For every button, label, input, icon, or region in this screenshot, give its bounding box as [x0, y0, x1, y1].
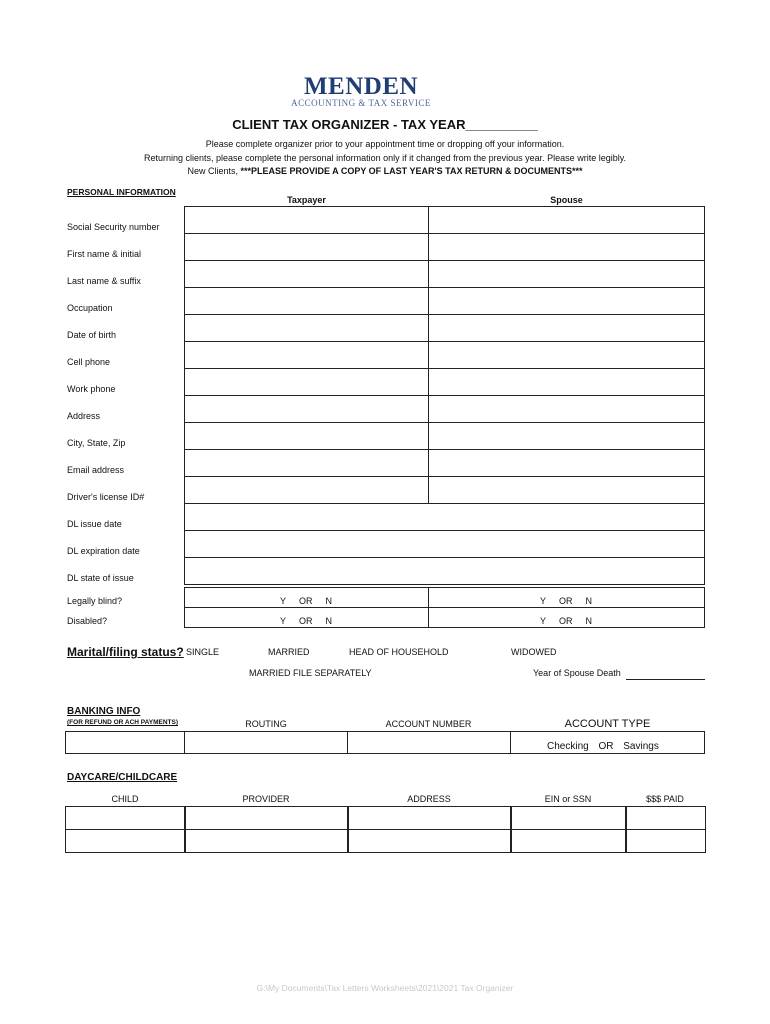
yes-option[interactable]: Y	[540, 616, 547, 626]
or-text: OR	[299, 616, 313, 626]
taxpayer-input[interactable]	[184, 287, 429, 315]
spouse-input[interactable]	[428, 341, 705, 369]
spouse-column-header: Spouse	[550, 195, 583, 205]
yes-no-choice	[540, 616, 592, 626]
yes-option[interactable]: Y	[280, 616, 287, 626]
daycare-cell[interactable]	[65, 829, 186, 853]
intro-line-3-prefix: New Clients,	[187, 166, 241, 176]
yes-no-choice	[280, 596, 332, 606]
field-label: Cell phone	[67, 357, 111, 367]
taxpayer-input[interactable]	[184, 314, 429, 342]
spouse-input[interactable]	[428, 314, 705, 342]
daycare-cell[interactable]	[347, 829, 512, 853]
field-label: Email address	[67, 465, 125, 475]
field-label: Work phone	[67, 384, 116, 394]
yes-no-choice	[280, 616, 332, 626]
field-label: Social Security number	[67, 222, 160, 232]
yes-no-label: Legally blind?	[67, 596, 123, 606]
spouse-death-year-field[interactable]	[626, 679, 705, 680]
taxpayer-input[interactable]	[184, 422, 429, 450]
daycare-cell[interactable]	[510, 806, 627, 830]
daycare-cell[interactable]	[347, 806, 512, 830]
field-label: Driver's license ID#	[67, 492, 145, 502]
field-label: Date of birth	[67, 330, 117, 340]
file-path-footer: G:\My Documents\Tax Letters Worksheets\2021\2021 Tax Organizer	[256, 983, 514, 993]
spouse-input[interactable]	[428, 395, 705, 423]
company-logo-name: MENDEN	[303, 73, 419, 100]
spouse-input[interactable]	[428, 422, 705, 450]
daycare-cell[interactable]	[184, 829, 349, 853]
routing-header: ROUTING	[245, 719, 287, 729]
account-type-header: ACCOUNT TYPE	[564, 718, 651, 730]
daycare-cell[interactable]	[65, 806, 186, 830]
personal-info-heading: PERSONAL INFORMATION	[67, 187, 176, 197]
account-type-choices	[547, 741, 659, 752]
yes-no-label: Disabled?	[67, 616, 108, 626]
or-text: OR	[299, 596, 313, 606]
daycare-column-header: CHILD	[111, 794, 139, 804]
daycare-column-header: PROVIDER	[242, 794, 290, 804]
field-label: Occupation	[67, 303, 113, 313]
no-option[interactable]: N	[585, 616, 593, 626]
field-label: Last name & suffix	[67, 276, 141, 286]
banking-heading: BANKING INFO	[67, 706, 141, 717]
field-label: DL state of issue	[67, 573, 134, 583]
no-option[interactable]: N	[325, 596, 333, 606]
banking-subheading: (FOR REFUND OR ACH PAYMENTS)	[67, 719, 178, 726]
field-label: First name & initial	[67, 249, 142, 259]
option-single[interactable]: SINGLE	[186, 647, 220, 657]
daycare-cell[interactable]	[625, 829, 706, 853]
taxpayer-input[interactable]	[184, 233, 429, 261]
account-number-header: ACCOUNT NUMBER	[385, 719, 472, 729]
intro-line-2: Returning clients, please complete the personal information only if it changed from the previous year. Please write legibly.	[143, 153, 627, 163]
no-option[interactable]: N	[585, 596, 593, 606]
daycare-column-header: ADDRESS	[407, 794, 451, 804]
or-text: OR	[559, 596, 573, 606]
account-type-or: OR	[598, 741, 614, 752]
company-logo-tagline: ACCOUNTING & TAX SERVICE	[291, 98, 431, 108]
checking-option[interactable]: Checking	[547, 741, 589, 752]
daycare-cell[interactable]	[510, 829, 627, 853]
spouse-input[interactable]	[428, 476, 705, 504]
taxpayer-input[interactable]	[184, 476, 429, 504]
taxpayer-input[interactable]	[184, 341, 429, 369]
option-married[interactable]: MARRIED	[268, 647, 310, 657]
spouse-input[interactable]	[428, 368, 705, 396]
yes-option[interactable]: Y	[540, 596, 547, 606]
taxpayer-input[interactable]	[184, 206, 429, 234]
spouse-input[interactable]	[428, 206, 705, 234]
spouse-input[interactable]	[428, 287, 705, 315]
daycare-column-header: EIN or SSN	[544, 794, 592, 804]
taxpayer-column-header: Taxpayer	[287, 195, 326, 205]
option-widowed[interactable]: WIDOWED	[511, 647, 557, 657]
intro-line-1: Please complete organizer prior to your appointment time or dropping off your information.	[205, 139, 565, 149]
option-married-filing-separately[interactable]: MARRIED FILE SEPARATELY	[249, 668, 372, 678]
banking-name-cell[interactable]	[65, 731, 185, 754]
option-head-of-household[interactable]: HEAD OF HOUSEHOLD	[349, 647, 449, 657]
shared-input[interactable]	[184, 530, 705, 558]
field-label: DL issue date	[67, 519, 122, 529]
daycare-cell[interactable]	[184, 806, 349, 830]
daycare-heading: DAYCARE/CHILDCARE	[67, 772, 178, 783]
document-title: CLIENT TAX ORGANIZER - TAX YEAR__________	[232, 117, 538, 132]
shared-input[interactable]	[184, 557, 705, 585]
marital-status-heading: Marital/filing status?	[67, 645, 184, 659]
taxpayer-input[interactable]	[184, 368, 429, 396]
no-option[interactable]: N	[325, 616, 333, 626]
savings-option[interactable]: Savings	[623, 741, 659, 752]
field-label: Address	[67, 411, 101, 421]
field-label: City, State, Zip	[67, 438, 126, 448]
spouse-input[interactable]	[428, 233, 705, 261]
spouse-input[interactable]	[428, 449, 705, 477]
routing-field[interactable]	[184, 731, 348, 754]
or-text: OR	[559, 616, 573, 626]
yes-no-choice	[540, 596, 592, 606]
shared-input[interactable]	[184, 503, 705, 531]
daycare-cell[interactable]	[625, 806, 706, 830]
spouse-input[interactable]	[428, 260, 705, 288]
spouse-death-label: Year of Spouse Death	[533, 668, 621, 678]
intro-line-3	[0, 166, 770, 176]
field-label: DL expiration date	[67, 546, 140, 556]
yes-option[interactable]: Y	[280, 596, 287, 606]
daycare-column-header: $$$ PAID	[646, 794, 684, 804]
account-number-field[interactable]	[347, 731, 511, 754]
intro-line-3-emphasis: ***PLEASE PROVIDE A COPY OF LAST YEAR'S TAX RETURN & DOCUMENTS***	[240, 166, 583, 176]
taxpayer-input[interactable]	[184, 449, 429, 477]
taxpayer-input[interactable]	[184, 260, 429, 288]
taxpayer-input[interactable]	[184, 395, 429, 423]
